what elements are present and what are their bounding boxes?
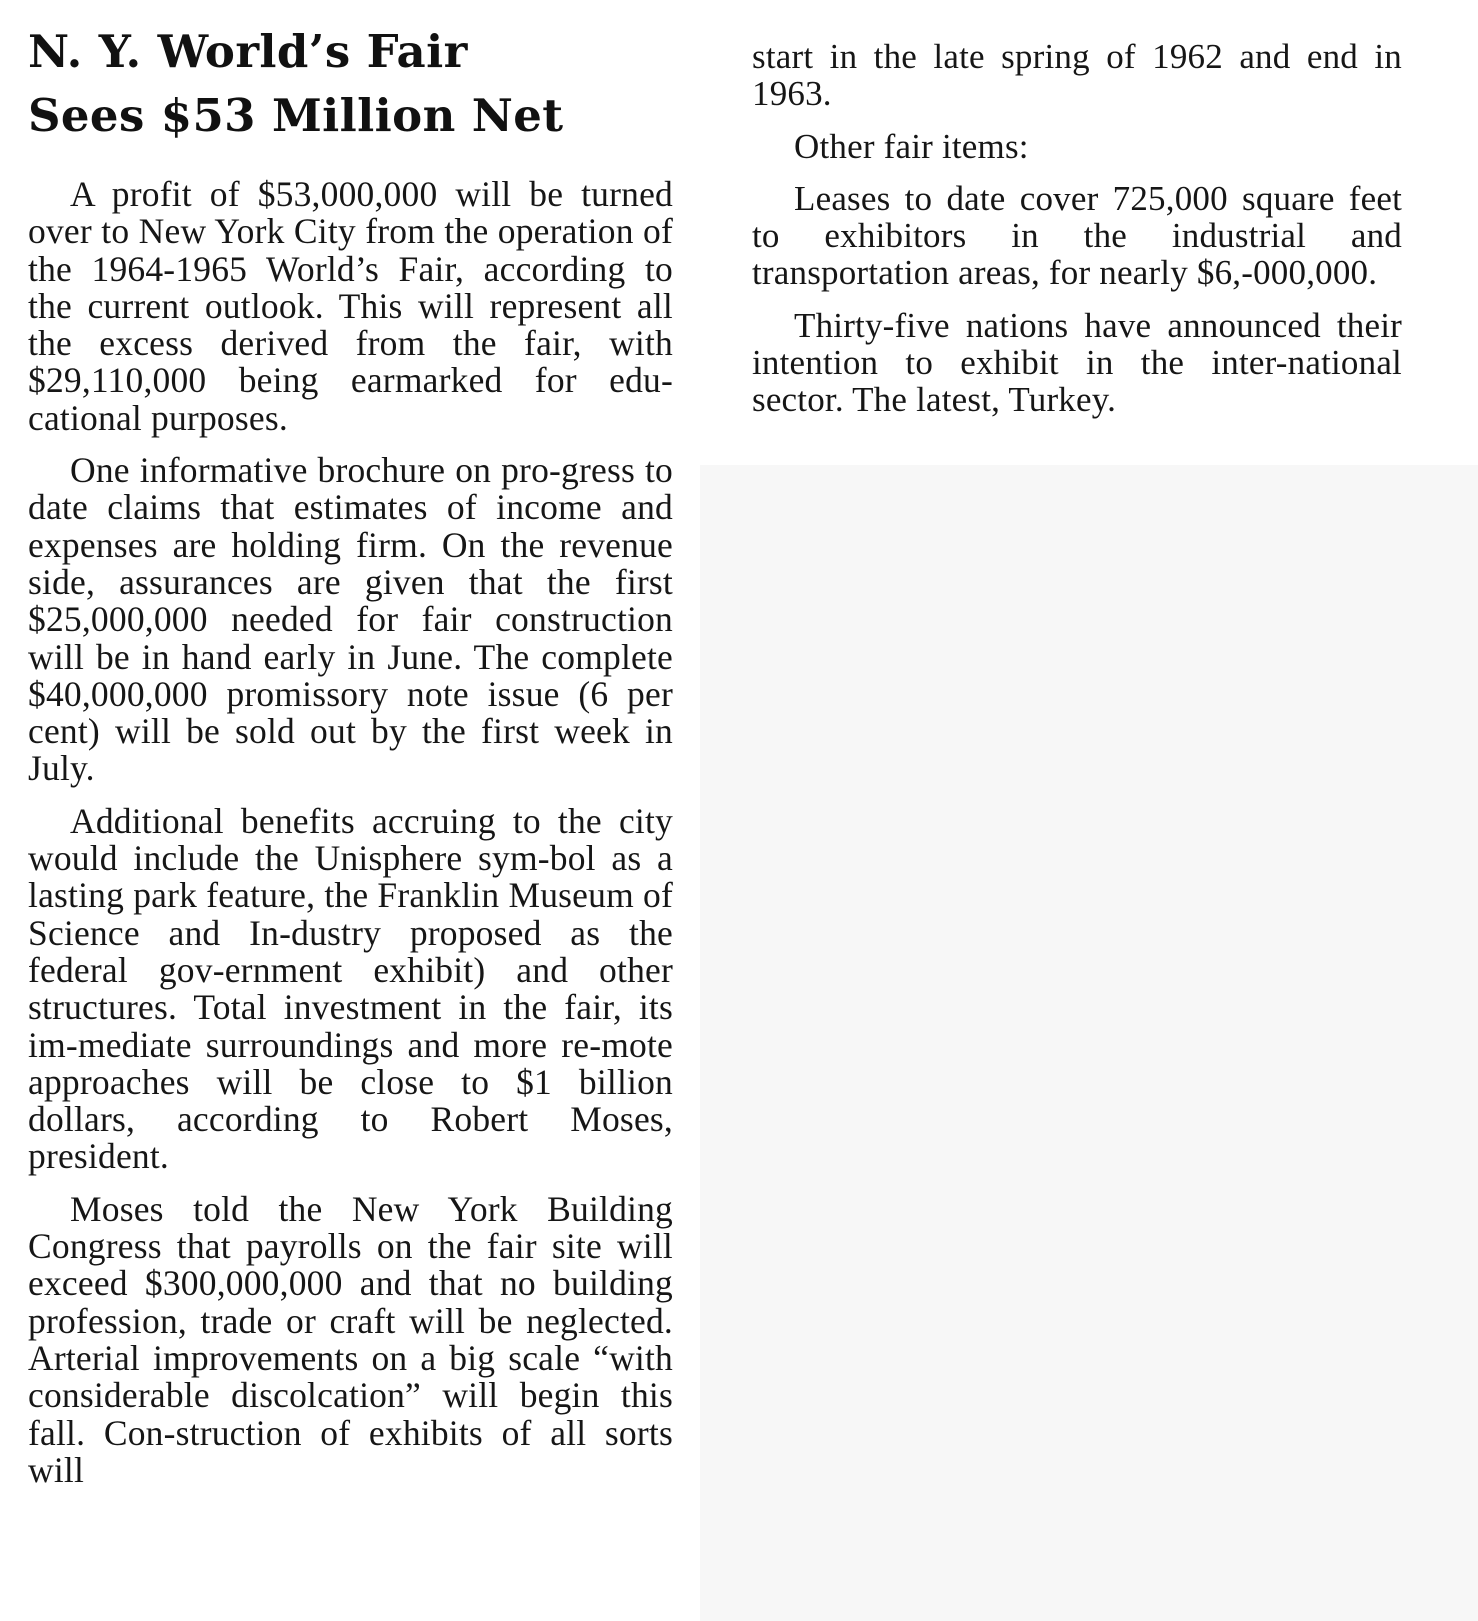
blank-area bbox=[700, 465, 1478, 1621]
headline-line-2: Sees $53 Million Net bbox=[28, 89, 564, 142]
paragraph-leases: Leases to date cover 725,000 square feet to exhibitors in the industrial and transportation areas, for nearly $6,-000,000. bbox=[752, 178, 1402, 293]
headline-line-1: N. Y. World’s Fair bbox=[28, 25, 468, 78]
paragraph-benefits: Additional benefits accruing to the city would include the Unisphere sym-bol as a lasting park feature, the Franklin Museum of Science and In-dustry proposed as the federal gov-ernment exhibit) and other structures. Total investment in the fair, its im-mediate surroundings and more re-mote approaches will be close to $1 billion dollars, according to Robert Moses, president. bbox=[28, 800, 673, 1177]
paragraph-brochure: One informative brochure on pro-gress to date claims that estimates of income and expenses are holding firm. On the revenue side, assurances are given that the first $25,000,000 needed for fair construction will be in hand early in June. The complete $40,000,000 promissory note issue (6 per cent) will be sold out by the first week in July. bbox=[28, 450, 673, 789]
headline bbox=[28, 20, 673, 148]
paragraph-moses: Moses told the New York Building Congress that payrolls on the fair site will exceed $300,000,000 and that no building profession, trade or craft will be neglected. Arterial improvements on a big scale “with considerable discolcation” will begin this fall. Con-struction of exhibits of all sorts will bbox=[28, 1188, 673, 1490]
paragraph-continuation: start in the late spring of 1962 and end in 1963. bbox=[752, 38, 1402, 114]
paragraph-other-items: Other fair items: bbox=[794, 126, 1029, 166]
right-column bbox=[752, 38, 1402, 434]
left-column bbox=[28, 20, 673, 1615]
paragraph-nations: Thirty-five nations have announced their intention to exhibit in the inter-national sector. The latest, Turkey. bbox=[752, 305, 1402, 420]
paragraph-profit: A profit of $53,000,000 will be turned over to New York City from the operation of the 1964-1965 World’s Fair, according to the current outlook. This will represent all the excess derived from the fair, with $29,110,000 being earmarked for edu-cational purposes. bbox=[28, 174, 673, 438]
